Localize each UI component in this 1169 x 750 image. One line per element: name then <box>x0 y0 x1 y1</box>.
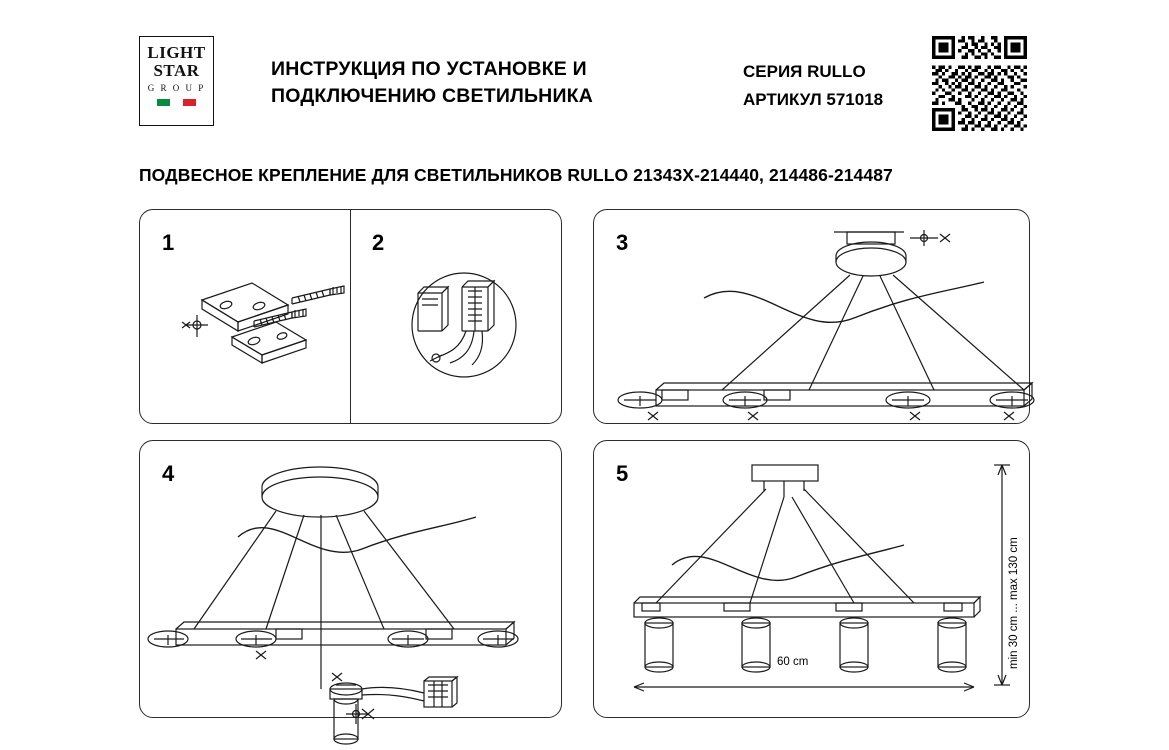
step-number-3: 3 <box>616 230 629 255</box>
height-dimension-label: min 30 cm ... max 130 cm <box>1008 537 1020 669</box>
step-panel-4 <box>139 440 562 718</box>
step-panel-1-2 <box>139 209 562 424</box>
step-panel-3 <box>593 209 1030 424</box>
logo-line-1: LIGHT <box>147 43 206 62</box>
step-number-4: 4 <box>162 461 175 486</box>
width-dimension-label: 60 cm <box>777 656 809 668</box>
step-number-1: 1 <box>162 230 175 255</box>
qr-code-icon <box>932 36 1027 131</box>
series-info <box>743 58 943 114</box>
header <box>139 36 1030 130</box>
italy-flag-icon <box>157 99 197 106</box>
step-number-2: 2 <box>372 230 385 255</box>
series-label: СЕРИЯ RULLO <box>743 62 866 81</box>
step-3-illustration <box>604 220 1024 420</box>
step-4-illustration <box>146 449 561 714</box>
step-number-5: 5 <box>616 461 629 486</box>
article-label: АРТИКУЛ 571018 <box>743 90 884 109</box>
product-subtitle: ПОДВЕСНОЕ КРЕПЛЕНИЕ ДЛЯ СВЕТИЛЬНИКОВ RULLO 21343X-214440, 214486-214487 <box>139 165 893 185</box>
step-5-illustration <box>604 455 1019 705</box>
brand-logo <box>139 36 214 126</box>
logo-subtext: G R O U P <box>147 83 206 93</box>
step-panel-5 <box>593 440 1030 718</box>
step-1-illustration <box>180 265 370 390</box>
logo-line-2: STAR <box>153 61 200 80</box>
page-title: ИНСТРУКЦИЯ ПО УСТАНОВКЕ И ПОДКЛЮЧЕНИЮ СВЕТИЛЬНИКА <box>271 58 594 107</box>
step-2-illustration <box>386 265 551 390</box>
